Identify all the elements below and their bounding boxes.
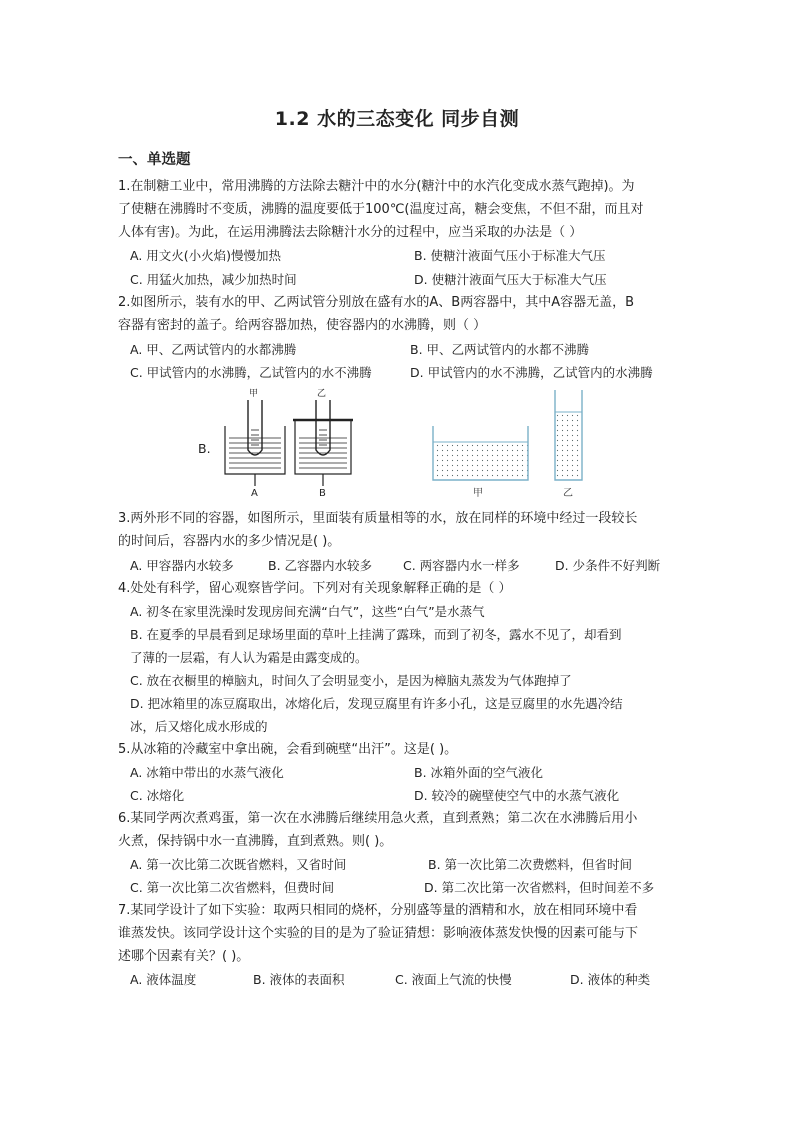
q3-stem-line-1: 3.两外形不同的容器，如图所示，里面装有质量相等的水，放在同样的环境中经过一段较长 bbox=[118, 511, 638, 526]
q5-option-c: C. 冰熔化 bbox=[130, 788, 185, 803]
q4-option-a: A. 初冬在家里洗澡时发现房间充满“白气”，这些“白气”是水蒸气 bbox=[130, 604, 485, 619]
q7-option-d: D. 液体的种类 bbox=[570, 972, 651, 987]
q6-stem-line-1: 6.某同学两次煮鸡蛋，第一次在水沸腾后继续用急火煮，直到煮熟；第二次在水沸腾后用小 bbox=[118, 811, 638, 826]
q4-option-b-line-1: B. 在夏季的早晨看到足球场里面的草叶上挂满了露珠，而到了初冬，露水不见了，却看到 bbox=[130, 627, 622, 642]
q3-containers-figure bbox=[425, 388, 595, 500]
q7-option-a: A. 液体温度 bbox=[130, 972, 197, 987]
q5-option-a: A. 冰箱中带出的水蒸气液化 bbox=[130, 765, 284, 780]
container-yi-label: 乙 bbox=[563, 488, 573, 499]
q3-option-d: D. 少条件不好判断 bbox=[555, 558, 661, 573]
q4-option-d-line-2: 冰，后又熔化成水形成的 bbox=[130, 719, 268, 734]
q7-stem-line-3: 述哪个因素有关？( )。 bbox=[118, 949, 250, 964]
q3-option-a: A. 甲容器内水较多 bbox=[130, 558, 234, 573]
q1-option-a: A. 用文火(小火焰)慢慢加热 bbox=[130, 248, 282, 263]
q1-stem-line-1: 1.在制糖工业中，常用沸腾的方法除去糖汁中的水分(糖汁中的水汽化变成水蒸气跑掉)。为 bbox=[118, 179, 635, 194]
q2-stem-line-1: 2.如图所示，装有水的甲、乙两试管分别放在盛有水的A、B两容器中，其中A容器无盖，B bbox=[118, 295, 635, 310]
q4-option-c: C. 放在衣橱里的樟脑丸，时间久了会明显变小，是因为樟脑丸蒸发为气体跑掉了 bbox=[130, 673, 572, 688]
tube-yi-label: 乙 bbox=[317, 389, 327, 399]
q3-stem-line-2: 的时间后，容器内水的多少情况是( )。 bbox=[118, 534, 341, 549]
q7-option-b: B. 液体的表面积 bbox=[253, 972, 345, 987]
q6-option-d: D. 第二次比第一次省燃料，但时间差不多 bbox=[424, 880, 655, 895]
tube-jia-label: 甲 bbox=[249, 389, 259, 399]
q5-option-d: D. 较冷的碗壁使空气中的水蒸气液化 bbox=[414, 788, 620, 803]
q1-option-b: B. 使糖汁液面气压小于标准大气压 bbox=[414, 248, 606, 263]
q2-apparatus-figure bbox=[215, 386, 355, 500]
q6-option-b: B. 第一次比第二次费燃料，但省时间 bbox=[428, 857, 633, 872]
q1-stem-line-3: 人体有害)。为此，在运用沸腾法去除糖汁水分的过程中，应当采取的办法是（ ） bbox=[118, 225, 583, 240]
q4-stem-line-1: 4.处处有科学，留心观察皆学问。下列对有关现象解释正确的是（ ） bbox=[118, 581, 512, 596]
tall-container-icon bbox=[555, 390, 582, 480]
q1-option-c: C. 用猛火加热，减少加热时间 bbox=[130, 272, 297, 287]
q6-stem-line-2: 火煮，保持锅中水一直沸腾，直到煮熟。则( )。 bbox=[118, 834, 393, 849]
q7-stem-line-2: 谁蒸发快。该同学设计这个实验的目的是为了验证猜想：影响液体蒸发快慢的因素可能与下 bbox=[118, 926, 639, 941]
q2-figure-label: B. bbox=[198, 441, 211, 456]
container-b-label: B bbox=[319, 488, 326, 499]
q4-option-b-line-2: 了薄的一层霜，有人认为霜是由露变成的。 bbox=[130, 650, 368, 665]
wide-container-icon bbox=[433, 426, 528, 480]
q5-option-b: B. 冰箱外面的空气液化 bbox=[414, 765, 544, 780]
page-title: 1.2 水的三态变化 同步自测 bbox=[274, 108, 520, 130]
q6-option-c: C. 第一次比第二次省燃料，但费时间 bbox=[130, 880, 335, 895]
section-heading: 一、单选题 bbox=[118, 152, 191, 168]
container-jia-label: 甲 bbox=[473, 488, 483, 499]
q1-stem-line-2: 了使糖在沸腾时不变质，沸腾的温度要低于100℃(温度过高，糖会变焦，不但不甜，而且对 bbox=[118, 202, 644, 217]
q7-option-c: C. 液面上气流的快慢 bbox=[395, 972, 512, 987]
q5-stem-line-1: 5.从冰箱的冷藏室中拿出碗，会看到碗壁“出汗”。这是( )。 bbox=[118, 742, 458, 757]
container-a-icon bbox=[225, 400, 285, 486]
q2-option-d: D. 甲试管内的水不沸腾，乙试管内的水沸腾 bbox=[410, 365, 653, 380]
q6-option-a: A. 第一次比第二次既省燃料，又省时间 bbox=[130, 857, 347, 872]
q4-option-d-line-1: D. 把冰箱里的冻豆腐取出，冰熔化后，发现豆腐里有许多小孔，这是豆腐里的水先遇冷结 bbox=[130, 696, 623, 711]
q3-option-b: B. 乙容器内水较多 bbox=[268, 558, 373, 573]
q1-option-d: D. 使糖汁液面气压大于标准大气压 bbox=[414, 272, 607, 287]
q2-option-c: C. 甲试管内的水沸腾，乙试管内的水不沸腾 bbox=[130, 365, 372, 380]
q2-stem-line-2: 容器有密封的盖子。给两容器加热，使容器内的水沸腾，则（ ） bbox=[118, 318, 487, 333]
container-a-label: A bbox=[251, 488, 258, 499]
container-b-icon bbox=[293, 400, 353, 486]
q3-option-c: C. 两容器内水一样多 bbox=[403, 558, 520, 573]
q2-option-b: B. 甲、乙两试管内的水都不沸腾 bbox=[410, 342, 590, 357]
q2-option-a: A. 甲、乙两试管内的水都沸腾 bbox=[130, 342, 297, 357]
q7-stem-line-1: 7.某同学设计了如下实验：取两只相同的烧杯，分别盛等量的酒精和水，放在相同环境中看 bbox=[118, 903, 638, 918]
